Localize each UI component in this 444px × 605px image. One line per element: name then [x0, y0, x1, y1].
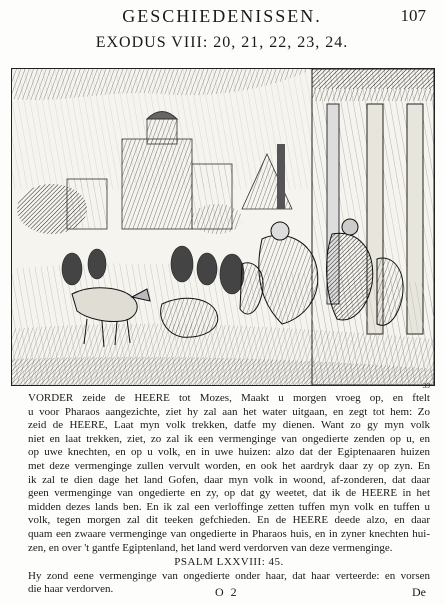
- engraving-illustration: [11, 68, 435, 386]
- running-head: [0, 6, 444, 28]
- page-title: GESCHIEDENISSEN.: [122, 6, 322, 26]
- text-line-1: VORDER zeide de HEERE tot Mozes, Maakt u morgen vroeg op, en ftelt: [28, 392, 430, 404]
- text-line-7: ik zal te dien dage het land Gofen, daar myn volk in woond, af-zonderen, dat daar: [28, 473, 430, 486]
- text-line-9: midden dezes lands ben. En ik zal een verloffinge zetten tuffen myn volk en tuffen u: [28, 500, 430, 513]
- text-line-3: zeid de HEERE, Laat myn volk trekken, datfe my dienen. Want zo gy myn volk: [28, 419, 430, 432]
- psalm-line-1: Hy zond eene vermenginge van ongedierte onder haar, dat haar verteerde: en vorsen: [28, 569, 430, 582]
- signature-mark: O 2: [215, 585, 239, 599]
- page-footer: [0, 585, 444, 601]
- catchword: De: [412, 585, 426, 599]
- scripture-text: [28, 392, 430, 597]
- text-line-5: op uwe knechten, en op u volk, en in uwe huizen: alzo dat der Egiptenaaren huizen: [28, 446, 430, 459]
- text-line-6: met deze vermenginge zullen vervult worden, en ook het aardryk daar zy op zyn. En: [28, 459, 430, 472]
- psalm-line-2: die haar verdorven.: [28, 583, 114, 596]
- psalm-heading: PSALM LXXVIII: 45.: [174, 556, 284, 569]
- text-line-4: niet en laat trekken, ziet, zo zal ik een vermenginge van ongedierte zenden op u, en: [28, 432, 430, 445]
- plate-number: 33: [423, 382, 430, 390]
- text-line-8: geen vermenginge van ongedierte en zy, op dat gy weetet, dat ik de HEERE in het: [28, 487, 430, 500]
- page-number: 107: [400, 6, 426, 25]
- text-line-10: volk, tegen morgen zal dit teeken gefchieden. En de HEERE deede alzo, en daar: [28, 514, 430, 527]
- engraving-exodus-plague-of-flies-icon: [12, 69, 434, 385]
- text-line-12: zen, en over 't gantfe Egiptenland, het land werd verdorven van deze vermenginge.: [28, 541, 393, 554]
- chapter-reference: EXODUS VIII: 20, 21, 22, 23, 24.: [95, 34, 349, 51]
- text-line-2: u voor Pharaos aangezichte, ziet hy zal aan het water uitgaan, en zegt tot hem: Zo: [28, 405, 430, 418]
- text-line-11: quam een zwaare vermenginge van ongedierte in Pharaos huis, en in zyner knechten hui-: [28, 527, 430, 540]
